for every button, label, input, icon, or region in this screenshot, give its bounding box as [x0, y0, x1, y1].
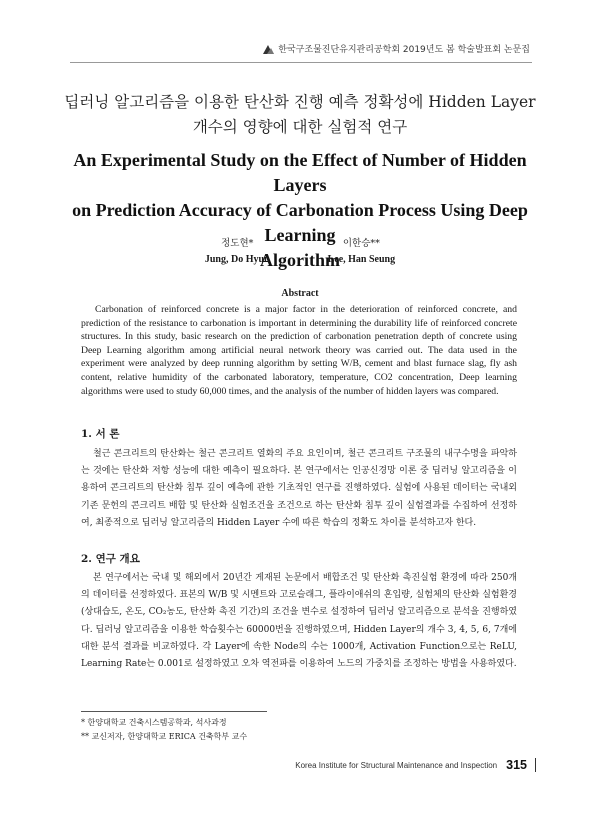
footer-text: Korea Institute for Structural Maintenance and Inspection	[295, 760, 498, 770]
page-footer	[295, 758, 536, 772]
section-1-heading: 1. 서 론	[81, 428, 120, 440]
footnote-2: ** 교신저자, 한양대학교 ERICA 건축학부 교수	[81, 732, 248, 741]
author-korean-name: 이한승**	[342, 238, 380, 249]
korean-title-line-2: 개수의 영향에 대한 실험적 연구	[192, 118, 408, 136]
author-block	[60, 236, 540, 268]
author-1	[205, 236, 270, 268]
section-2-text: 본 연구에서는 국내 및 해외에서 20년간 게재된 논문에서 배합조건 및 탄산화 촉진실험 환경에 따라 250개의 데이터를 선정하였다. 표본의 W/B 및 시멘트와 고로슬래그, 플라이애쉬의 혼입량, 실험체의 탄산화 실험환경(상대습도, 온도, CO₂농도, 탄산화 촉진 기간)의 조건을 변수로 설정하여 딥러닝 알고리즘으로 분석을 진행하였다. 딥러닝 알고리즘을 이용한 학습횟수는 60000번을 진행하였으며, Hidden Layer의 개수 3, 4, 5, 6, 7개에 대한 분석 결과를 비교하였다. 각 Layer에 속한 Node의 수는 1000개, Activation Function으로는 ReLU, Learning Rate는 0.001로 설정하였고 오차 역전파를 이용하여 노드의 가중치를 조정하는 방법을 사용하였다.	[81, 573, 517, 670]
english-title-line-1: An Experimental Study on the Effect of Number of Hidden Layers	[73, 150, 527, 195]
page-number: 315	[506, 758, 527, 772]
abstract-text: Carbonation of reinforced concrete is a major factor in the deterioration of reinforced concrete, and prediction of the resistance to carbonation is important in determining the durability life of reinforced concrete structures. In this study, basic research on the prediction of carbonation penetration depth of concrete using Deep Learning algorithm among artificial neural network theory was carried out. The data used in the experiment were analyzed by deep running algorithm by setting W/B, cement and blast furnace slag, fly ash content, relative humidity of the carbonated laboratory, temperature, CO2 concentration, Deep learning algorithms were used to study 60,000 times, and the analysis of the number of hidden layers was compared.	[81, 304, 517, 397]
english-title-line-3: Algorithm	[260, 250, 340, 270]
footer-divider	[535, 758, 536, 772]
header-divider	[70, 62, 532, 63]
running-header	[263, 42, 530, 55]
section-2-heading: 2. 연구 개요	[81, 553, 140, 565]
author-korean-name: 정도현*	[221, 238, 254, 249]
section-1-text: 철근 콘크리트의 탄산화는 철근 콘크리트 열화의 주요 요인이며, 철근 콘크리트 구조물의 내구수명을 파악하는 것에는 탄산화 저항 성능에 대한 예측이 필요하다. 본 연구에서는 인공신경망 이론 중 딥러닝 알고리즘을 이용하여 콘크리트의 탄산화 침투 깊이 예측에 관한 기초적인 연구를 진행하였다. 실험에 사용된 데이터는 국내외 기존 문헌의 콘크리트 배합 및 탄산화 실험조건을 조건으로 하는 탄산화 침투 깊이 실험결과를 수집하여 선정하여, 최종적으로 딥러닝 알고리즘의 Hidden Layer 수에 따른 학습의 정확도 차이를 분석하고자 한다.	[81, 449, 517, 528]
journal-logo-icon	[263, 44, 274, 54]
header-text: 한국구조물진단유지관리공학회 2019년도 봄 학술발표회 논문집	[278, 45, 530, 55]
korean-title	[60, 90, 540, 140]
author-2	[328, 236, 396, 268]
author-english-name: Lee, Han Seung	[327, 254, 396, 265]
english-title-line-2: on Prediction Accuracy of Carbonation Process Using Deep Learning	[72, 200, 528, 245]
abstract-heading: Abstract	[281, 288, 319, 299]
korean-title-line-1: 딥러닝 알고리즘을 이용한 탄산화 진행 예측 정확성에 Hidden Layer	[64, 93, 536, 111]
author-english-name: Jung, Do Hyun	[204, 254, 270, 265]
footnote-divider	[81, 711, 267, 712]
footnote-1: * 한양대학교 건축시스템공학과, 석사과정	[81, 718, 227, 727]
